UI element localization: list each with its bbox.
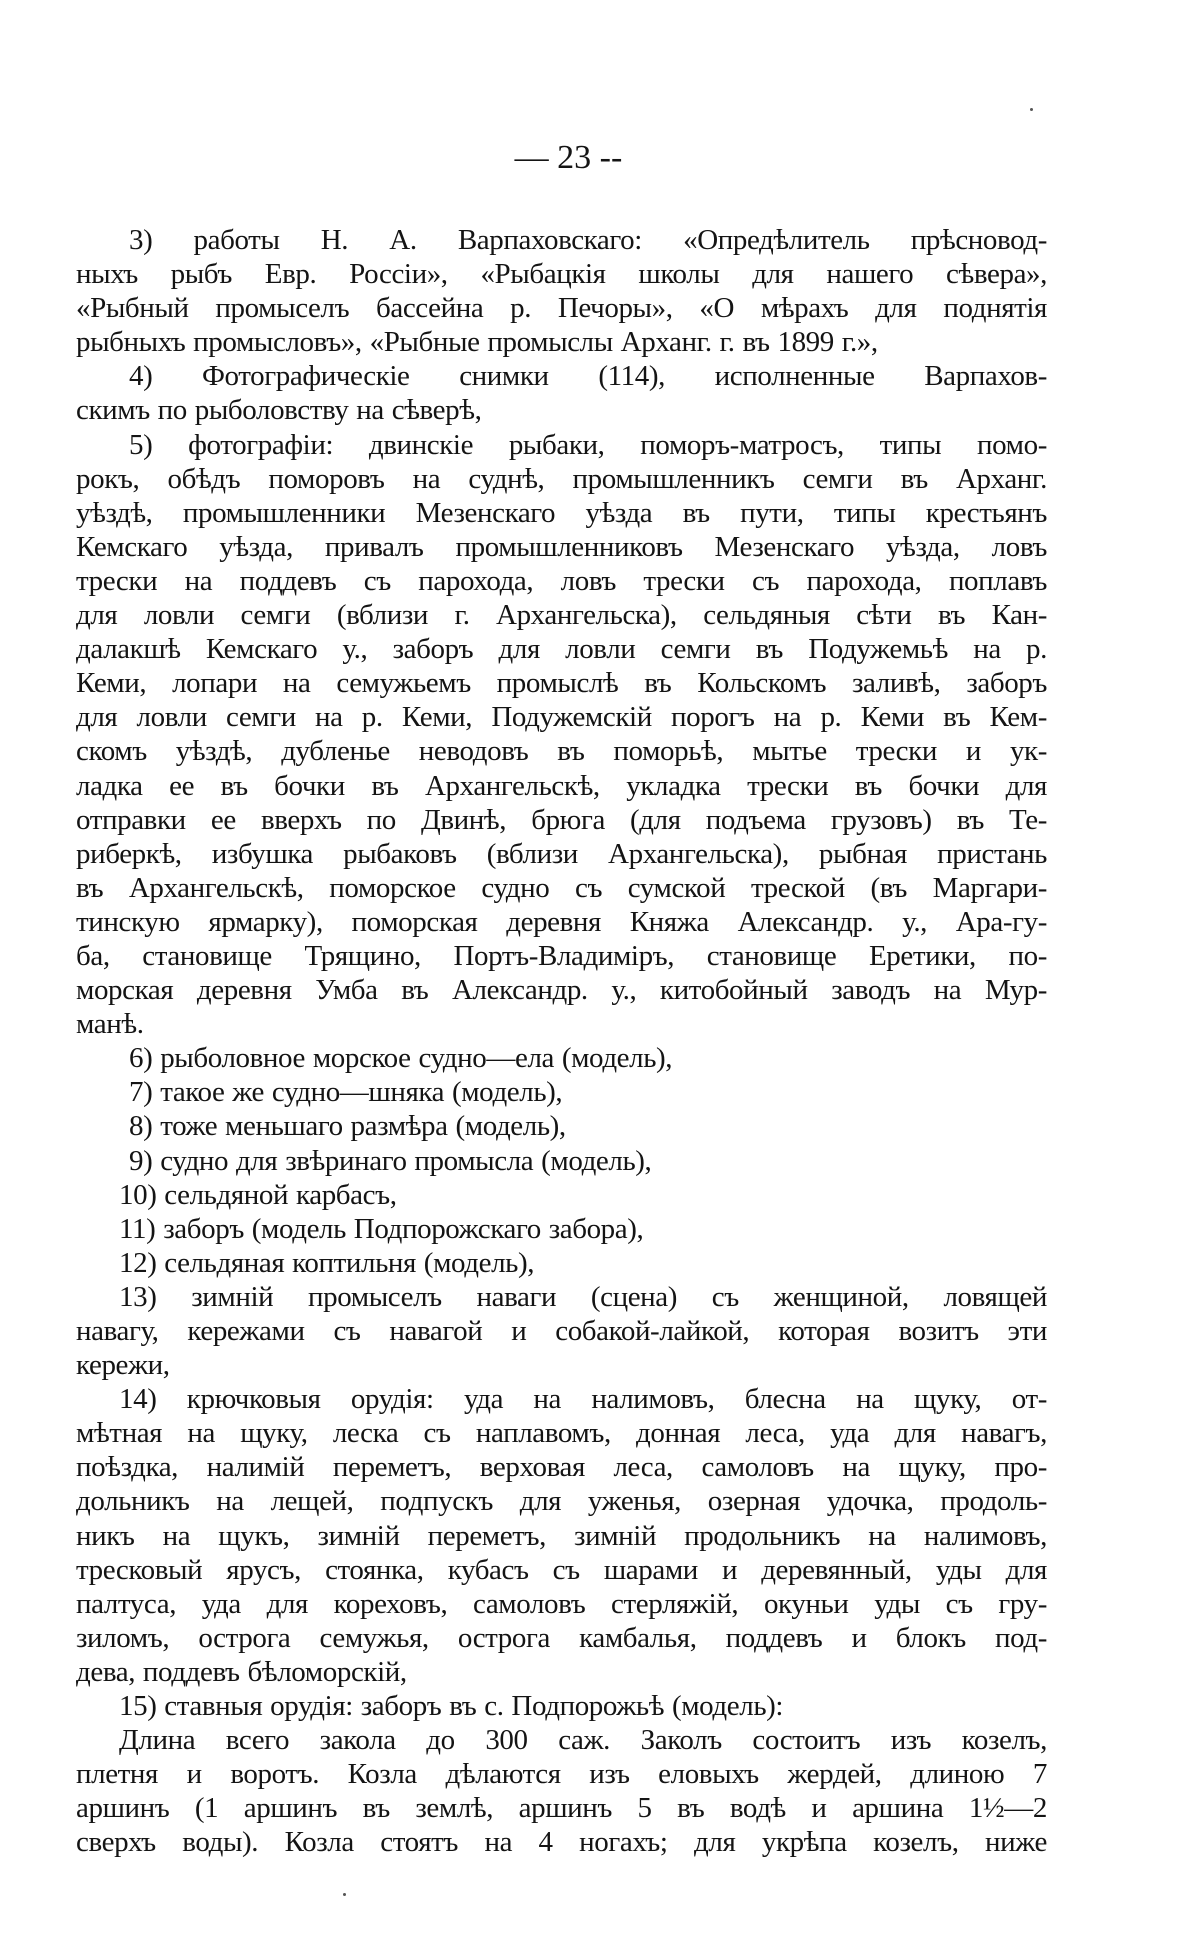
- paragraph: [76, 1246, 1047, 1280]
- text-line: никъ на щукъ, зимній переметъ, зимній продольникъ на налимовъ,: [76, 1519, 1047, 1552]
- paragraph: [76, 1382, 1047, 1689]
- text-line: для ловли семги на р. Кеми, Подужемскій порогъ на р. Кеми въ Кем-: [76, 701, 1047, 734]
- text-line: Кемскаго уѣзда, привалъ промышленниковъ Мезенскаго уѣзда, ловъ: [76, 530, 1047, 563]
- text-line: 5) фотографіи: двинскіе рыбаки, поморъ-матросъ, типы помо-: [129, 428, 1047, 461]
- text-line: 12) сельдяная коптильня (модель),: [119, 1246, 535, 1279]
- text-line: 6) рыболовное морское судно—ела (модель),: [129, 1042, 673, 1075]
- paragraph: [76, 223, 1047, 359]
- text-line: зиломъ, острога семужья, острога камбалья, поддевъ и блокъ под-: [76, 1621, 1047, 1654]
- paragraph: [76, 1109, 1047, 1143]
- text-line: 3) работы Н. А. Варпаховскаго: «Опредѣлитель прѣсновод-: [129, 224, 1047, 256]
- text-line: манѣ.: [76, 1008, 144, 1041]
- text-line: скимъ по рыболовству на сѣверѣ,: [76, 394, 482, 427]
- text-line: аршинъ (1 аршинъ въ землѣ, аршинъ 5 въ водѣ и аршина 1½—2: [76, 1792, 1047, 1825]
- paragraph: [76, 1280, 1047, 1382]
- text-line: дольникъ на лещей, подпускъ для уженья, озерная удочка, продоль-: [76, 1485, 1047, 1518]
- text-line: мѣтная на щуку, леска съ наплавомъ, донная леса, уда для навагъ,: [76, 1417, 1047, 1450]
- text-line: Длина всего закола до 300 саж. Заколъ состоитъ изъ козелъ,: [119, 1724, 1047, 1757]
- body-text: [76, 223, 1047, 1860]
- text-line: 10) сельдяной карбасъ,: [119, 1178, 397, 1211]
- text-line: дева, поддевъ бѣломорскій,: [76, 1655, 407, 1688]
- scan-speck: [343, 1893, 346, 1896]
- text-line: ныхъ рыбъ Евр. Россіи», «Рыбацкія школы для нашего сѣвера»,: [76, 258, 1047, 291]
- paragraph: [76, 428, 1047, 1042]
- text-line: риберкѣ, избушка рыбаковъ (вблизи Архангельска), рыбная пристань: [76, 837, 1047, 870]
- text-line: кережи,: [76, 1349, 170, 1382]
- text-line: уѣздѣ, промышленники Мезенскаго уѣзда въ пути, типы крестьянъ: [76, 496, 1047, 529]
- paragraph: [76, 359, 1047, 427]
- text-line: 14) крючковыя орудія: уда на налимовъ, блесна на щуку, от-: [119, 1383, 1047, 1416]
- text-line: въ Архангельскѣ, поморское судно съ сумской треской (въ Маргари-: [76, 871, 1047, 904]
- text-line: отправки ее вверхъ по Двинѣ, брюга (для подъема грузовъ) въ Те-: [76, 803, 1047, 836]
- text-line: сверхъ воды). Козла стоятъ на 4 ногахъ; для укрѣпа козелъ, ниже: [76, 1826, 1047, 1859]
- text-line: рыбныхъ промысловъ», «Рыбные промыслы Арханг. г. въ 1899 г.»,: [76, 326, 878, 359]
- text-line: 4) Фотографическіе снимки (114), исполненные Варпахов-: [129, 360, 1047, 393]
- text-line: 9) судно для звѣринаго промысла (модель),: [129, 1144, 652, 1177]
- paragraph: [76, 1178, 1047, 1212]
- text-line: плетня и воротъ. Козла дѣлаются изъ еловыхъ жердей, длиною 7: [76, 1758, 1047, 1791]
- text-line: тресковый ярусъ, стоянка, кубасъ съ шарами и деревянный, уды для: [76, 1553, 1047, 1586]
- text-line: далакшѣ Кемскаго у., заборъ для ловли семги въ Подужемьѣ на р.: [76, 633, 1047, 666]
- text-line: трески на поддевъ съ парохода, ловъ трески съ парохода, поплавъ: [76, 564, 1047, 597]
- paragraph: [76, 1041, 1047, 1075]
- text-line: рокъ, обѣдъ поморовъ на суднѣ, промышленникъ семги въ Арханг.: [76, 462, 1047, 495]
- text-line: для ловли семги (вблизи г. Архангельска), сельдяныя сѣти въ Кан-: [76, 599, 1047, 632]
- text-line: навагу, кережами съ навагой и собакой-лайкой, которая возитъ эти: [76, 1315, 1047, 1347]
- text-line: 7) такое же судно—шняка (модель),: [129, 1076, 563, 1109]
- text-line: ладка ее въ бочки въ Архангельскѣ, укладка трески въ бочки для: [76, 769, 1047, 802]
- scan-speck: [1030, 108, 1033, 111]
- paragraph: [76, 1212, 1047, 1246]
- text-line: скомъ уѣздѣ, дубленье неводовъ въ поморьѣ, мытье трески и ук-: [76, 735, 1047, 768]
- paragraph: [76, 1075, 1047, 1109]
- text-line: тинскую ярмарку), поморская деревня Княжа Александр. у., Ара-гу-: [76, 905, 1047, 938]
- text-line: морская деревня Умба въ Александр. у., китобойный заводъ на Мур-: [76, 974, 1047, 1007]
- text-line: 11) заборъ (модель Подпорожскаго забора),: [119, 1212, 644, 1245]
- paragraph: [76, 1723, 1047, 1859]
- text-line: «Рыбный промыселъ бассейна р. Печоры», «О мѣрахъ для поднятія: [76, 292, 1047, 325]
- text-line: ба, становище Трящино, Портъ-Владиміръ, становище Еретики, по-: [76, 939, 1047, 972]
- paragraph: [76, 1144, 1047, 1178]
- text-line: 15) ставныя орудія: заборъ въ с. Подпорожьѣ (модель):: [119, 1690, 784, 1723]
- text-line: палтуса, уда для кореховъ, самоловъ стерляжій, окуньи уды съ гру-: [76, 1587, 1047, 1620]
- text-line: 8) тоже меньшаго размѣра (модель),: [129, 1110, 566, 1143]
- text-line: 13) зимній промыселъ наваги (сцена) съ женщиной, ловящей: [119, 1280, 1047, 1313]
- text-line: поѣздка, налимій переметъ, верховая леса, самоловъ на щуку, про-: [76, 1451, 1047, 1484]
- page-number: — 23 --: [514, 139, 623, 176]
- paragraph: [76, 1689, 1047, 1723]
- text-line: Кеми, лопари на семужьемъ промыслѣ въ Кольскомъ заливѣ, заборъ: [76, 667, 1047, 700]
